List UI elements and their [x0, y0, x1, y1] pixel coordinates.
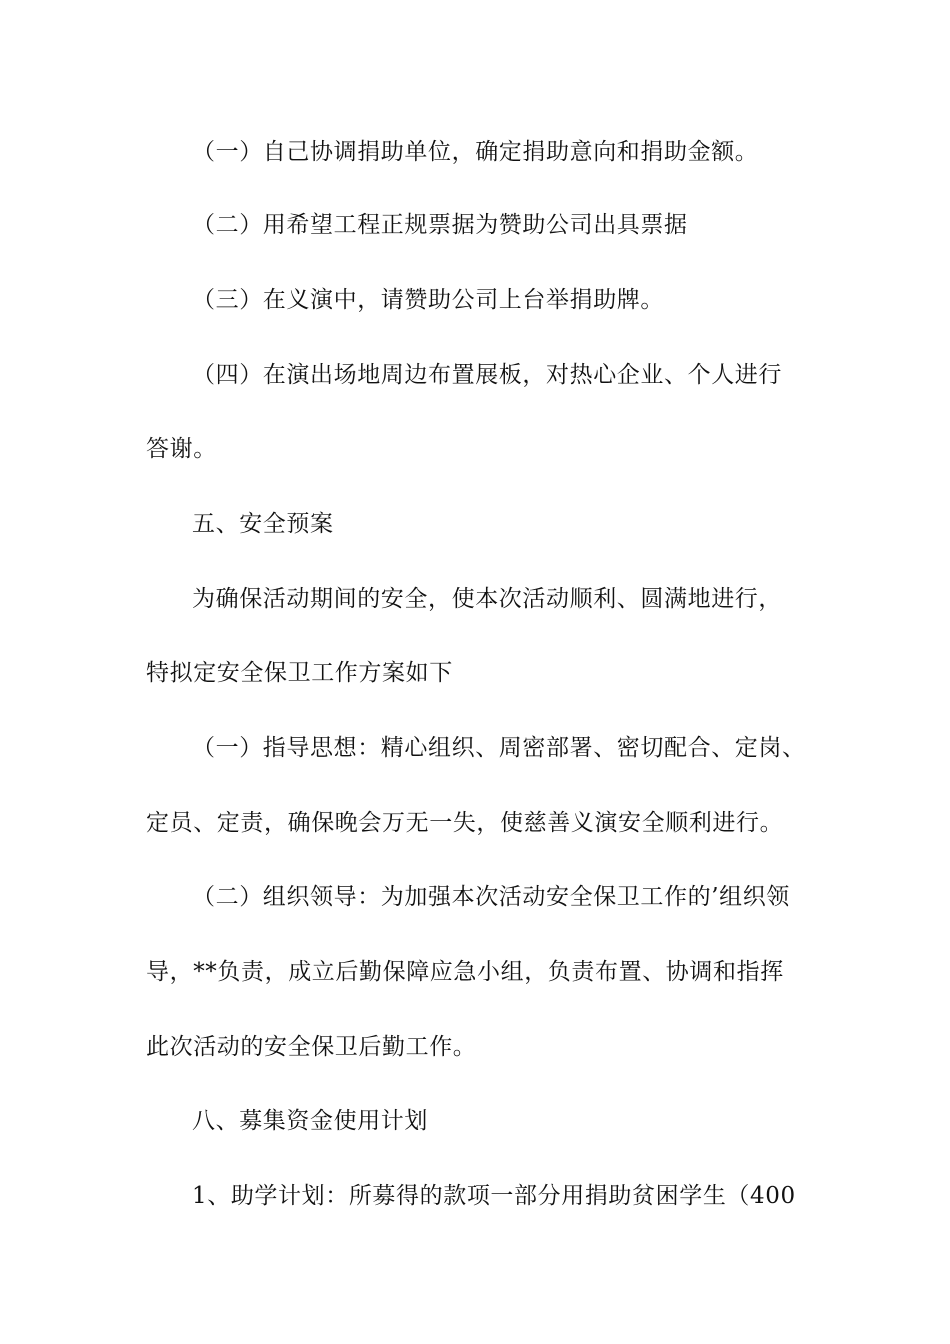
paragraph-line: （一）自己协调捐助单位，确定捐助意向和捐助金额。: [192, 139, 759, 165]
paragraph-line: （四）在演出场地周边布置展板，对热心企业、个人进行: [192, 362, 782, 388]
paragraph-line: 此次活动的安全保卫后勤工作。: [146, 1034, 477, 1060]
paragraph-line: （三）在义演中，请赞助公司上台举捐助牌。: [192, 287, 664, 313]
paragraph-line: （二）组织领导：为加强本次活动安全保卫工作的’组织领: [192, 884, 790, 910]
section-heading: 五、安全预案: [192, 511, 334, 537]
paragraph-line: 特拟定安全保卫工作方案如下: [146, 660, 453, 686]
paragraph-line: 定员、定责，确保晚会万无一失，使慈善义演安全顺利进行。: [146, 810, 784, 836]
paragraph-line: （一）指导思想：精心组织、周密部署、密切配合、定岗、: [192, 735, 806, 761]
paragraph-line: 答谢。: [146, 436, 217, 462]
paragraph-line: 1、助学计划：所募得的款项一部分用捐助贫困学生（400: [192, 1183, 796, 1209]
paragraph-line: （二）用希望工程正规票据为赞助公司出具票据: [192, 212, 688, 238]
paragraph-line: 导，**负责，成立后勤保障应急小组，负责布置、协调和指挥: [146, 959, 784, 985]
paragraph-line: 为确保活动期间的安全，使本次活动顺利、圆满地进行，: [192, 586, 782, 612]
section-heading: 八、募集资金使用计划: [192, 1108, 428, 1134]
